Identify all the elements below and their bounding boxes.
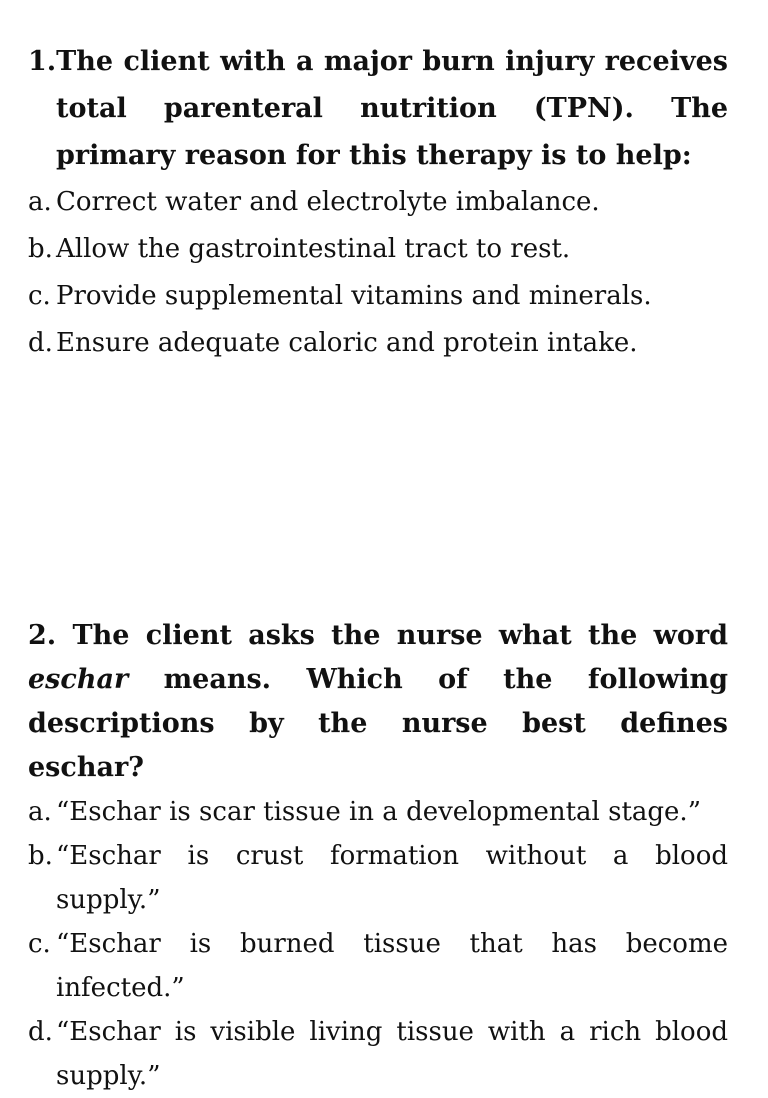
option-letter: d.	[28, 1017, 53, 1047]
option-text: Correct water and electrolyte imbalance.	[56, 187, 600, 217]
question-2-option-d	[28, 1010, 728, 1098]
option-text: Ensure adequate caloric and protein intake.	[56, 328, 638, 358]
question-1-option-c	[28, 273, 728, 320]
question-2-option-c	[28, 922, 728, 1010]
question-1-option-d	[28, 320, 728, 367]
question-2-stem-end: means. Which of the following descriptions by the nurse best defines eschar?	[28, 664, 728, 783]
option-letter: c.	[28, 929, 51, 959]
question-1-option-a	[28, 179, 728, 226]
option-text: Allow the gastrointestinal tract to rest.	[56, 234, 571, 264]
option-letter: b.	[28, 841, 53, 871]
question-1-options	[28, 179, 728, 367]
question-2-options	[28, 790, 728, 1098]
question-2-stem-start: 2. The client asks the nurse what the word	[28, 620, 728, 651]
question-2-option-b	[28, 834, 728, 922]
question-2-stem	[28, 614, 728, 790]
option-letter: a.	[28, 187, 52, 217]
option-letter: d.	[28, 328, 53, 358]
option-text: “Eschar is burned tissue that has become infected.”	[56, 929, 728, 1003]
question-2-option-a	[28, 790, 728, 834]
question-2-stem-emphasis: eschar	[28, 664, 129, 695]
question-1-option-b	[28, 226, 728, 273]
option-letter: c.	[28, 281, 51, 311]
option-text: “Eschar is crust formation without a blood supply.”	[56, 841, 728, 915]
option-letter: b.	[28, 234, 53, 264]
option-text: Provide supplemental vitamins and minerals.	[56, 281, 652, 311]
option-text: “Eschar is visible living tissue with a rich blood supply.”	[56, 1017, 728, 1091]
option-letter: a.	[28, 797, 52, 827]
question-1	[28, 38, 728, 367]
question-2	[28, 614, 728, 1098]
option-text: “Eschar is scar tissue in a developmental stage.”	[56, 797, 701, 827]
question-1-stem: 1.The client with a major burn injury receives total parenteral nutrition (TPN). The primary reason for this therapy is to help:	[28, 46, 728, 171]
